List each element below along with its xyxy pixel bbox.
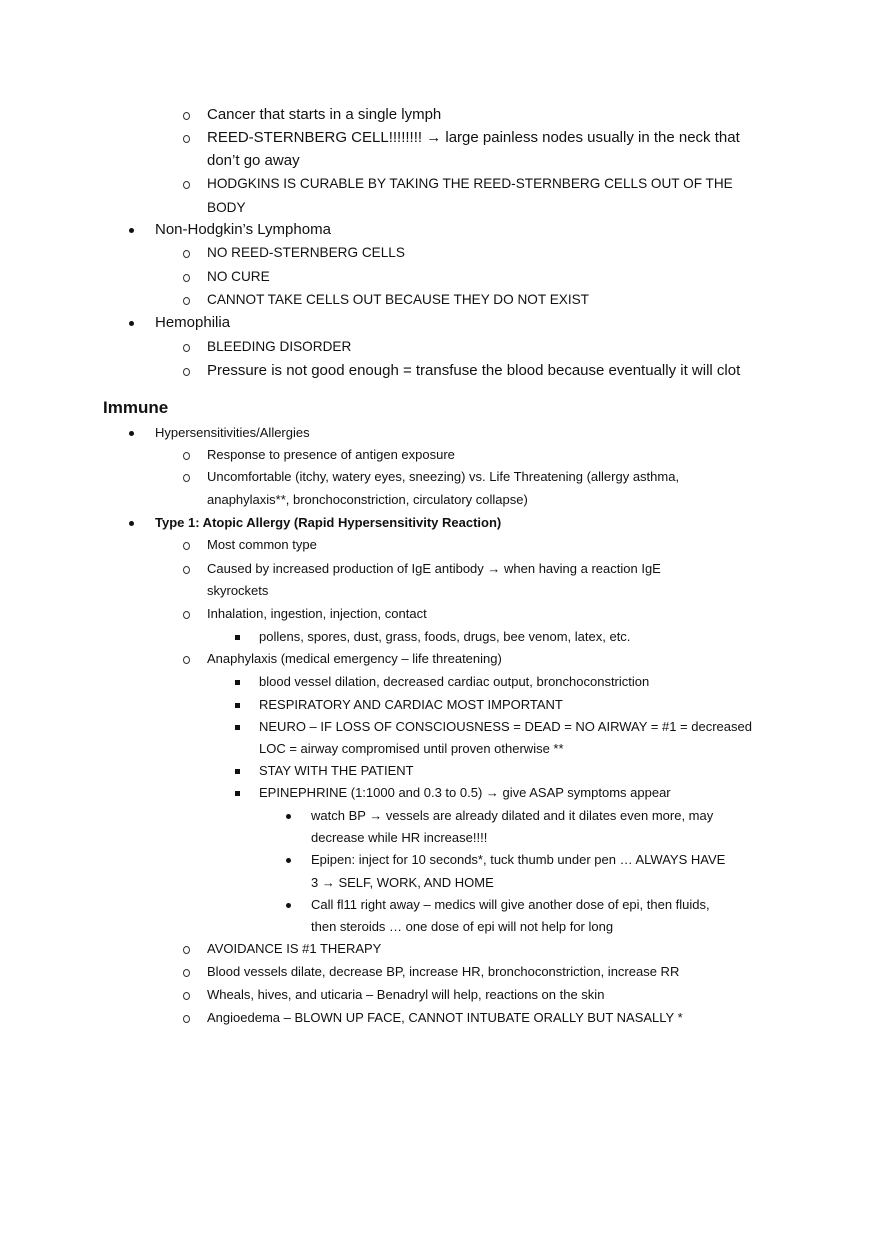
list-item-level-3: STAY WITH THE PATIENT bbox=[259, 763, 414, 778]
circle-bullet-icon bbox=[183, 243, 190, 263]
list-item-level-4: Call fl11 right away – medics will give another dose of epi, then fluids, bbox=[311, 897, 710, 912]
circle-bullet-icon bbox=[183, 985, 190, 1005]
list-item-level-2: CANNOT TAKE CELLS OUT BECAUSE THEY DO NOT EXIST bbox=[207, 292, 589, 307]
disc-bullet-icon bbox=[129, 423, 134, 443]
disc-bullet-icon bbox=[129, 313, 134, 333]
list-item-level-3: NEURO – IF LOSS OF CONSCIOUSNESS = DEAD = NO AIRWAY = #1 = decreased bbox=[259, 719, 752, 734]
circle-bullet-icon bbox=[183, 105, 190, 125]
list-item-continuation: LOC = airway compromised until proven otherwise ** bbox=[259, 741, 564, 756]
list-item-level-2: Angioedema – BLOWN UP FACE, CANNOT INTUBATE ORALLY BUT NASALLY * bbox=[207, 1010, 683, 1025]
circle-bullet-icon bbox=[183, 337, 190, 357]
list-item-level-2: HODGKINS IS CURABLE BY TAKING THE REED-STERNBERG CELLS OUT OF THE bbox=[207, 176, 733, 191]
list-item-level-3: RESPIRATORY AND CARDIAC MOST IMPORTANT bbox=[259, 697, 563, 712]
circle-bullet-icon bbox=[183, 467, 190, 487]
list-item-continuation: don’t go away bbox=[207, 152, 300, 169]
disc-bullet-icon bbox=[129, 513, 134, 533]
list-item-continuation: skyrockets bbox=[207, 583, 269, 598]
section-heading-immune: Immune bbox=[103, 398, 169, 417]
list-item-level-3: pollens, spores, dust, grass, foods, drugs, bee venom, latex, etc. bbox=[259, 629, 631, 644]
circle-bullet-icon bbox=[183, 649, 190, 669]
circle-bullet-icon bbox=[183, 939, 190, 959]
list-item-level-2: BLEEDING DISORDER bbox=[207, 339, 352, 354]
circle-bullet-icon bbox=[183, 174, 190, 194]
circle-bullet-icon bbox=[183, 1008, 190, 1028]
list-item-level-2: Most common type bbox=[207, 537, 317, 552]
square-bullet-icon bbox=[235, 761, 240, 781]
list-item-continuation: anaphylaxis**, bronchoconstriction, circulatory collapse) bbox=[207, 492, 528, 507]
square-bullet-icon bbox=[235, 783, 240, 803]
list-item-level-2: NO CURE bbox=[207, 269, 270, 284]
list-item-level-1: Non-Hodgkin’s Lymphoma bbox=[155, 221, 331, 238]
disc-bullet-icon bbox=[286, 895, 291, 915]
list-item-level-2: Response to presence of antigen exposure bbox=[207, 447, 455, 462]
circle-bullet-icon bbox=[183, 361, 190, 381]
circle-bullet-icon bbox=[183, 445, 190, 465]
list-item-level-2: Wheals, hives, and uticaria – Benadryl will help, reactions on the skin bbox=[207, 987, 605, 1002]
list-item-level-4: Epipen: inject for 10 seconds*, tuck thumb under pen … ALWAYS HAVE bbox=[311, 852, 726, 867]
list-item-continuation: decrease while HR increase!!!! bbox=[311, 830, 488, 845]
list-item-level-2: AVOIDANCE IS #1 THERAPY bbox=[207, 941, 382, 956]
circle-bullet-icon bbox=[183, 962, 190, 982]
circle-bullet-icon bbox=[183, 535, 190, 555]
list-item-level-2: Pressure is not good enough = transfuse the blood because eventually it will clot bbox=[207, 362, 741, 379]
list-item-level-2: Caused by increased production of IgE antibody → when having a reaction IgE bbox=[207, 561, 661, 576]
list-item-continuation: BODY bbox=[207, 200, 246, 215]
circle-bullet-icon bbox=[183, 604, 190, 624]
circle-bullet-icon bbox=[183, 559, 190, 579]
circle-bullet-icon bbox=[183, 128, 190, 148]
list-item-level-1: Hemophilia bbox=[155, 314, 231, 331]
list-item-level-3: EPINEPHRINE (1:1000 and 0.3 to 0.5) → give ASAP symptoms appear bbox=[259, 785, 671, 800]
square-bullet-icon bbox=[235, 672, 240, 692]
list-item-level-2: Cancer that starts in a single lymph bbox=[207, 106, 442, 123]
disc-bullet-icon bbox=[286, 850, 291, 870]
disc-bullet-icon bbox=[286, 806, 291, 826]
list-item-level-2: Anaphylaxis (medical emergency – life threatening) bbox=[207, 651, 502, 666]
list-item-level-2: Uncomfortable (itchy, watery eyes, sneezing) vs. Life Threatening (allergy asthma, bbox=[207, 469, 680, 484]
list-item-level-2: Inhalation, ingestion, injection, contact bbox=[207, 606, 427, 621]
square-bullet-icon bbox=[235, 717, 240, 737]
square-bullet-icon bbox=[235, 627, 240, 647]
list-item-level-2: NO REED-STERNBERG CELLS bbox=[207, 245, 405, 260]
disc-bullet-icon bbox=[129, 220, 134, 240]
circle-bullet-icon bbox=[183, 290, 190, 310]
circle-bullet-icon bbox=[183, 267, 190, 287]
square-bullet-icon bbox=[235, 695, 240, 715]
list-item-level-4: watch BP → vessels are already dilated and it dilates even more, may bbox=[311, 808, 714, 823]
list-item-continuation: 3 → SELF, WORK, AND HOME bbox=[311, 875, 494, 890]
list-item-level-2: Blood vessels dilate, decrease BP, increase HR, bronchoconstriction, increase RR bbox=[207, 964, 680, 979]
list-item-level-3: blood vessel dilation, decreased cardiac output, bronchoconstriction bbox=[259, 674, 650, 689]
list-item-continuation: then steroids … one dose of epi will not help for long bbox=[311, 919, 614, 934]
list-item-level-1: Type 1: Atopic Allergy (Rapid Hypersensitivity Reaction) bbox=[155, 515, 502, 530]
list-item-level-1: Hypersensitivities/Allergies bbox=[155, 425, 310, 440]
list-item-level-2: REED-STERNBERG CELL!!!!!!!! → large painless nodes usually in the neck that bbox=[207, 129, 740, 146]
